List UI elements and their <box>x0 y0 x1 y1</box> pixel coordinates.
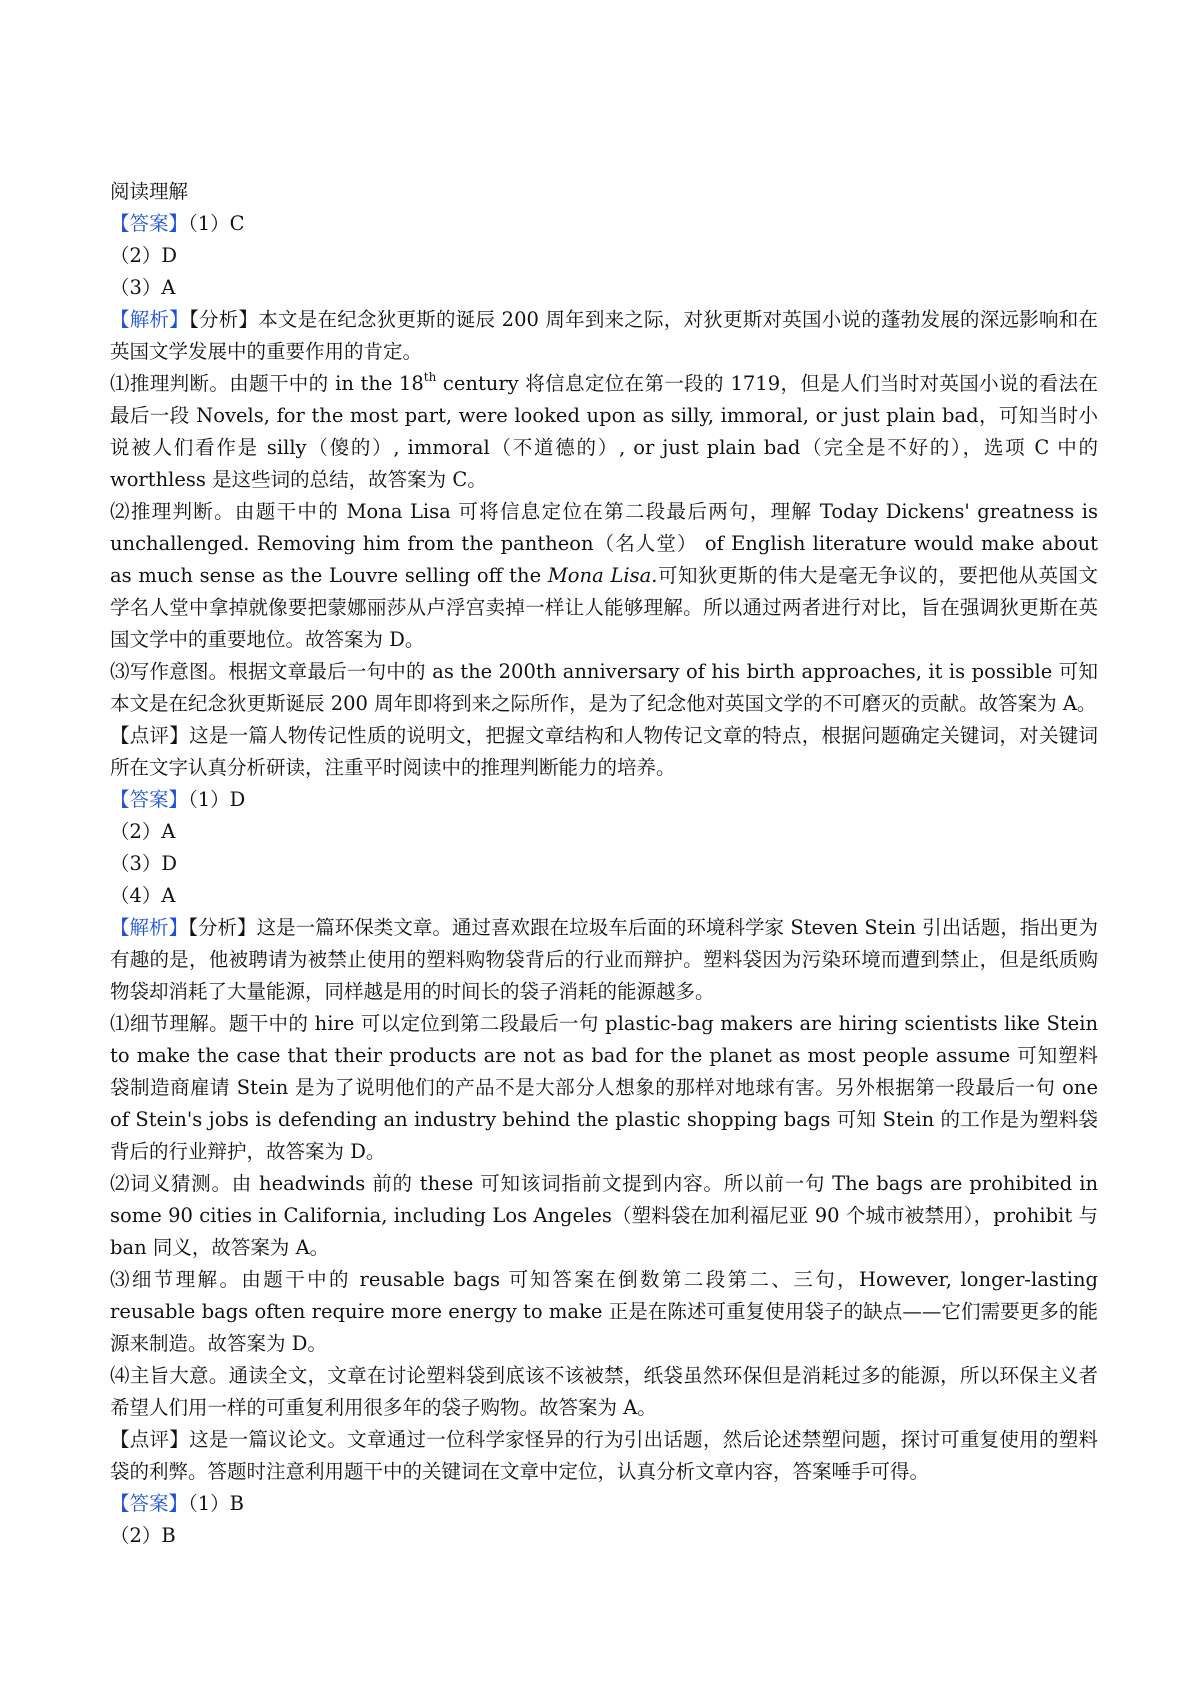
analysis-text: 这是一篇环保类文章。通过喜欢跟在垃圾车后面的环境科学家 Steven Stein 引出话题，指出更为有趣的是，他被聘请为被禁止使用的塑料购物袋背后的行业而辩护。塑料袋因为污染环境而遭到禁止，但是纸质购物袋却消耗了大量能源，同样越是用的时间长的袋子消耗的能源越多。 <box>110 916 1098 1003</box>
q1-analysis-p3: ⑶写作意图。根据文章最后一句中的 as the 200th anniversary of his birth approaches, it is possible 可知本文是在纪念狄更斯诞辰 200 周年即将到来之际所作，是为了纪念他对英国文学的不可磨灭的贡献。故答案为 A。 <box>110 660 1098 715</box>
comment-label: 【点评】 <box>110 1428 190 1451</box>
superscript: th <box>423 369 437 384</box>
paragraph-text: ⑴推理判断。由题干中的 in the 18 <box>110 372 424 395</box>
q3-answer-line-1 <box>110 1488 1098 1520</box>
answer-item: （2）B <box>110 1524 176 1547</box>
analysis-label: 【解析】 <box>110 916 189 939</box>
q1-analysis-p2 <box>110 496 1098 656</box>
paragraph-text: century 将信息定位在第一段的 1719，但是人们当时对英国小说的看法在最后一段 Novels, for the most part, were looked upon as silly, immoral, or just plain bad，可知当时小说被人们看作是 silly（傻的）, immoral（不道德的）, or just plain bad（完全是不好的），选项 C 中的 worthless 是这些词的总结，故答案为 C。 <box>110 372 1098 491</box>
answer-label: 【答案】 <box>110 788 189 811</box>
answer-item: （2）D <box>110 244 178 267</box>
fenxi-label: 【分析】 <box>188 916 257 939</box>
q2-analysis-p1: ⑴细节理解。题干中的 hire 可以定位到第二段最后一句 plastic-bag makers are hiring scientists like Stein to make the case that their products are not as bad for the planet as most people assume 可知塑料袋制造商雇请 Stein 是为了说明他们的产品不是大部分人想象的那样对地球有害。另外根据第一段最后一句 one of Stein's jobs is defending an industry behind the plastic shopping bags 可知 Stein 的工作是为塑料袋背后的行业辩护，故答案为 D。 <box>110 1012 1098 1163</box>
q1-answer-line-1 <box>110 208 1098 240</box>
q2-answer-line-1 <box>110 784 1098 816</box>
answer-item: （2）A <box>110 820 176 843</box>
q1-analysis-intro <box>110 304 1098 368</box>
analysis-text: 本文是在纪念狄更斯的诞辰 200 周年到来之际，对狄更斯对英国小说的蓬勃发展的深远影响和在英国文学发展中的重要作用的肯定。 <box>110 308 1098 363</box>
q1-analysis-p1 <box>110 368 1098 496</box>
paragraph-text: ⑵推理判断。由题干中的 Mona Lisa 可将信息定位在第二段最后两句，理解 Today Dickens' greatness is unchallenged. Removing him from the pantheon（名人堂） of English literature would make about as much sense as the Louvre selling off the <box>110 500 1098 587</box>
answer-label: 【答案】 <box>110 212 189 235</box>
q2-analysis-intro <box>110 912 1098 1008</box>
section-title: 阅读理解 <box>110 180 189 203</box>
answer-item: （3）A <box>110 276 176 299</box>
fenxi-label: 【分析】 <box>189 308 259 331</box>
italic-title: Mona Lisa <box>547 564 652 587</box>
answer-item: （1）D <box>188 788 246 811</box>
q1-comment <box>110 720 1098 784</box>
comment-text: 这是一篇议论文。文章通过一位科学家怪异的行为引出话题，然后论述禁塑问题，探讨可重复使用的塑料袋的利弊。答题时注意利用题干中的关键词在文章中定位，认真分析文章内容，答案唾手可得。 <box>110 1428 1098 1483</box>
comment-text: 这是一篇人物传记性质的说明文，把握文章结构和人物传记文章的特点，根据问题确定关键词，对关键词所在文字认真分析研读，注重平时阅读中的推理判断能力的培养。 <box>110 724 1098 779</box>
document-page <box>110 176 1098 1552</box>
answer-item: （3）D <box>110 852 178 875</box>
comment-label: 【点评】 <box>110 724 190 747</box>
answer-label: 【答案】 <box>110 1492 189 1515</box>
q2-analysis-p2: ⑵词义猜测。由 headwinds 前的 these 可知该词指前文提到内容。所以前一句 The bags are prohibited in some 90 cities in California, including Los Angeles（塑料袋在加利福尼亚 90 个城市被禁用），prohibit 与 ban 同义，故答案为 A。 <box>110 1172 1098 1259</box>
answer-item: （1）B <box>188 1492 245 1515</box>
paragraph-text: .可知狄更斯的伟大是毫无争议的，要把他从英国文学名人堂中拿掉就像要把蒙娜丽莎从卢浮宫卖掉一样让人能够理解。所以通过两者进行对比，旨在强调狄更斯在英国文学中的重要地位。故答案为 D。 <box>110 564 1098 651</box>
answer-item: （1）C <box>188 212 245 235</box>
q2-analysis-p3: ⑶细节理解。由题干中的 reusable bags 可知答案在倒数第二段第二、三句，However, longer-lasting reusable bags often require more energy to make 正是在陈述可重复使用袋子的缺点——它们需要更多的能源来制造。故答案为 D。 <box>110 1268 1098 1355</box>
q2-analysis-p4: ⑷主旨大意。通读全文，文章在讨论塑料袋到底该不该被禁，纸袋虽然环保但是消耗过多的能源，所以环保主义者希望人们用一样的可重复利用很多年的袋子购物。故答案为 A。 <box>110 1364 1098 1419</box>
q2-comment <box>110 1424 1098 1488</box>
analysis-label: 【解析】 <box>110 308 189 331</box>
answer-item: （4）A <box>110 884 176 907</box>
